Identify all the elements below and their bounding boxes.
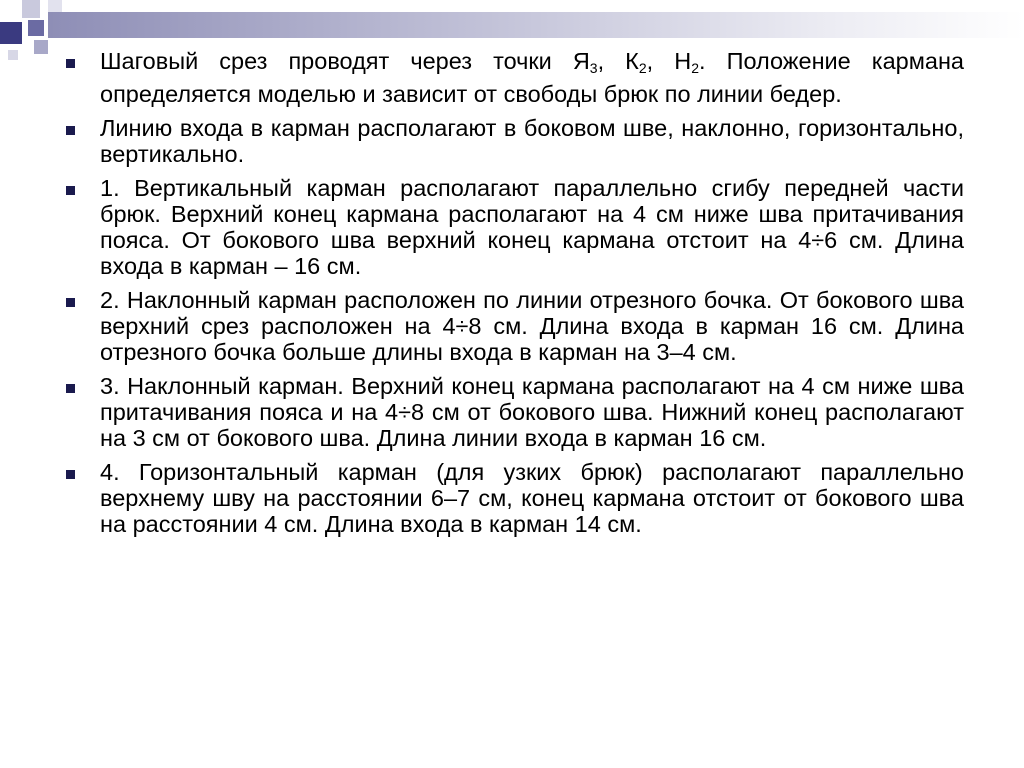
decor-square xyxy=(34,40,48,54)
bullet-text: Шаговый срез проводят через точки $Я_3$, $К_2$, $Н_2$. Положение кармана определяется моделью и зависит от свободы брюк по линии бедер. xyxy=(100,48,965,107)
square-bullet-icon xyxy=(66,298,75,307)
bullet-text: 2. Наклонный карман расположен по линии отрезного бочка. От бокового шва верхний срез расположен на 4÷8 см. Длина входа в карман 16 см. Длина отрезного бочка больше длины входа в карман на 3–4 см. xyxy=(100,287,964,365)
decor-square xyxy=(22,0,40,18)
bullet-item xyxy=(64,48,964,107)
header-gradient-bar xyxy=(48,12,1024,38)
decor-square xyxy=(8,50,18,60)
bullet-item xyxy=(64,175,964,279)
bullet-list xyxy=(64,48,964,537)
square-bullet-icon xyxy=(66,186,75,195)
square-bullet-icon xyxy=(66,470,75,479)
square-bullet-icon xyxy=(66,384,75,393)
bullet-item xyxy=(64,459,964,537)
bullet-text: Линию входа в карман располагают в боковом шве, наклонно, горизонтально, вертикально. xyxy=(100,115,964,167)
slide-content xyxy=(64,48,964,545)
bullet-item xyxy=(64,115,964,167)
decor-square xyxy=(28,20,44,36)
square-bullet-icon xyxy=(66,126,75,135)
bullet-text: 4. Горизонтальный карман (для узких брюк) располагают параллельно верхнему шву на расстоянии 6–7 см, конец кармана отстоит от бокового шва на расстоянии 4 см. Длина входа в карман 14 см. xyxy=(100,459,964,537)
bullet-text: 1. Вертикальный карман располагают параллельно сгибу передней части брюк. Верхний конец кармана располагают на 4 см ниже шва притачивания пояса. От бокового шва верхний конец кармана отстоит на 4÷6 см. Длина входа в карман – 16 см. xyxy=(100,175,964,279)
decor-square xyxy=(48,0,62,12)
decor-square xyxy=(0,22,22,44)
square-bullet-icon xyxy=(66,59,75,68)
bullet-item xyxy=(64,373,964,451)
bullet-item xyxy=(64,287,964,365)
bullet-text: 3. Наклонный карман. Верхний конец кармана располагают на 4 см ниже шва притачивания пояса и на 4÷8 см от бокового шва. Нижний конец располагают на 3 см от бокового шва. Длина линии входа в карман 16 см. xyxy=(100,373,964,451)
